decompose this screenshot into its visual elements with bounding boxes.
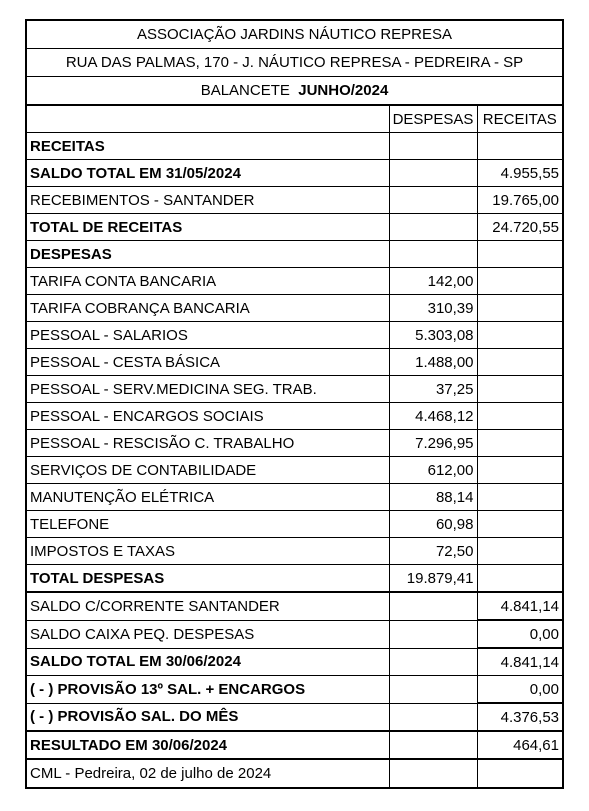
footer-empty-cell <box>477 759 562 787</box>
saldo-total-row <box>27 648 562 676</box>
row-label: SALDO C/CORRENTE SANTANDER <box>27 592 389 620</box>
receitas-cell <box>477 295 562 322</box>
table-row <box>27 187 562 214</box>
section-header-receitas <box>27 133 562 160</box>
despesas-cell <box>389 241 477 268</box>
row-label: PESSOAL - SERV.MEDICINA SEG. TRAB. <box>27 376 389 403</box>
receitas-cell <box>477 322 562 349</box>
despesas-cell <box>389 676 477 704</box>
resultado-row <box>27 731 562 759</box>
despesas-cell: 72,50 <box>389 538 477 565</box>
total-receitas-row <box>27 214 562 241</box>
table-row <box>27 349 562 376</box>
table-row <box>27 295 562 322</box>
despesas-cell: 142,00 <box>389 268 477 295</box>
despesas-cell <box>389 214 477 241</box>
signature-line: CML - Pedreira, 02 de julho de 2024 <box>30 765 272 782</box>
row-label: TOTAL DE RECEITAS <box>27 214 389 241</box>
row-label: DESPESAS <box>27 241 389 268</box>
receitas-cell <box>477 376 562 403</box>
despesas-cell: 7.296,95 <box>389 430 477 457</box>
report-prefix: BALANCETE <box>200 82 290 99</box>
table-row <box>27 676 562 704</box>
table-row <box>27 430 562 457</box>
receitas-cell: 19.765,00 <box>477 187 562 214</box>
table-row <box>27 620 562 648</box>
table-row <box>27 322 562 349</box>
despesas-cell <box>389 620 477 648</box>
table-row <box>27 484 562 511</box>
receitas-cell <box>477 403 562 430</box>
ledger-table <box>27 106 562 787</box>
receitas-column-header: RECEITAS <box>477 106 562 133</box>
table-row <box>27 511 562 538</box>
table-row <box>27 376 562 403</box>
row-label: SALDO CAIXA PEQ. DESPESAS <box>27 620 389 648</box>
row-label: SERVIÇOS DE CONTABILIDADE <box>27 457 389 484</box>
despesas-column-header: DESPESAS <box>389 106 477 133</box>
despesas-cell: 60,98 <box>389 511 477 538</box>
label-column-header <box>27 106 389 133</box>
despesas-cell: 4.468,12 <box>389 403 477 430</box>
despesas-cell: 37,25 <box>389 376 477 403</box>
table-row <box>27 160 562 187</box>
receitas-cell <box>477 565 562 593</box>
org-title: ASSOCIAÇÃO JARDINS NÁUTICO REPRESA <box>27 21 562 49</box>
despesas-cell <box>389 703 477 731</box>
row-label: PESSOAL - CESTA BÁSICA <box>27 349 389 376</box>
despesas-cell: 5.303,08 <box>389 322 477 349</box>
footer-empty-cell <box>389 759 477 787</box>
despesas-cell <box>389 592 477 620</box>
despesas-cell <box>389 160 477 187</box>
row-label: SALDO TOTAL EM 30/06/2024 <box>27 648 389 676</box>
table-row <box>27 592 562 620</box>
receitas-cell: 4.955,55 <box>477 160 562 187</box>
row-label: RECEITAS <box>27 133 389 160</box>
despesas-cell <box>389 187 477 214</box>
despesas-cell: 88,14 <box>389 484 477 511</box>
section-header-despesas <box>27 241 562 268</box>
receitas-cell: 4.841,14 <box>477 592 562 620</box>
row-label: ( - ) PROVISÃO 13º SAL. + ENCARGOS <box>27 676 389 704</box>
despesas-cell: 1.488,00 <box>389 349 477 376</box>
table-row <box>27 403 562 430</box>
table-row <box>27 703 562 731</box>
receitas-cell <box>477 484 562 511</box>
row-label: IMPOSTOS E TAXAS <box>27 538 389 565</box>
row-label: RECEBIMENTOS - SANTANDER <box>27 187 389 214</box>
receitas-cell: 4.841,14 <box>477 648 562 676</box>
receitas-cell <box>477 538 562 565</box>
despesas-cell: 310,39 <box>389 295 477 322</box>
table-row <box>27 457 562 484</box>
receitas-cell: 0,00 <box>477 676 562 704</box>
row-label: MANUTENÇÃO ELÉTRICA <box>27 484 389 511</box>
despesas-cell <box>389 731 477 759</box>
table-row <box>27 538 562 565</box>
report-period: JUNHO/2024 <box>298 82 389 99</box>
receitas-cell <box>477 268 562 295</box>
receitas-cell: 4.376,53 <box>477 703 562 731</box>
org-address: RUA DAS PALMAS, 170 - J. NÁUTICO REPRESA - PEDREIRA - SP <box>27 49 562 77</box>
despesas-cell: 19.879,41 <box>389 565 477 593</box>
footer-row <box>27 759 562 787</box>
row-label: RESULTADO EM 30/06/2024 <box>27 731 389 759</box>
row-label: TARIFA COBRANÇA BANCARIA <box>27 295 389 322</box>
row-label: ( - ) PROVISÃO SAL. DO MÊS <box>27 703 389 731</box>
total-despesas-row <box>27 565 562 593</box>
despesas-cell <box>389 133 477 160</box>
row-label: SALDO TOTAL EM 31/05/2024 <box>27 160 389 187</box>
row-label: PESSOAL - SALARIOS <box>27 322 389 349</box>
report-title <box>27 77 562 106</box>
row-label: TARIFA CONTA BANCARIA <box>27 268 389 295</box>
receitas-cell <box>477 133 562 160</box>
row-label: PESSOAL - RESCISÃO C. TRABALHO <box>27 430 389 457</box>
receitas-cell <box>477 457 562 484</box>
row-label: TELEFONE <box>27 511 389 538</box>
receitas-cell <box>477 430 562 457</box>
receitas-cell: 0,00 <box>477 620 562 648</box>
receitas-cell: 24.720,55 <box>477 214 562 241</box>
column-header-row <box>27 106 562 133</box>
table-row <box>27 268 562 295</box>
row-label: TOTAL DESPESAS <box>27 565 389 593</box>
receitas-cell <box>477 241 562 268</box>
balance-sheet <box>25 19 564 789</box>
receitas-cell <box>477 511 562 538</box>
receitas-cell: 464,61 <box>477 731 562 759</box>
row-label: PESSOAL - ENCARGOS SOCIAIS <box>27 403 389 430</box>
despesas-cell: 612,00 <box>389 457 477 484</box>
receitas-cell <box>477 349 562 376</box>
despesas-cell <box>389 648 477 676</box>
